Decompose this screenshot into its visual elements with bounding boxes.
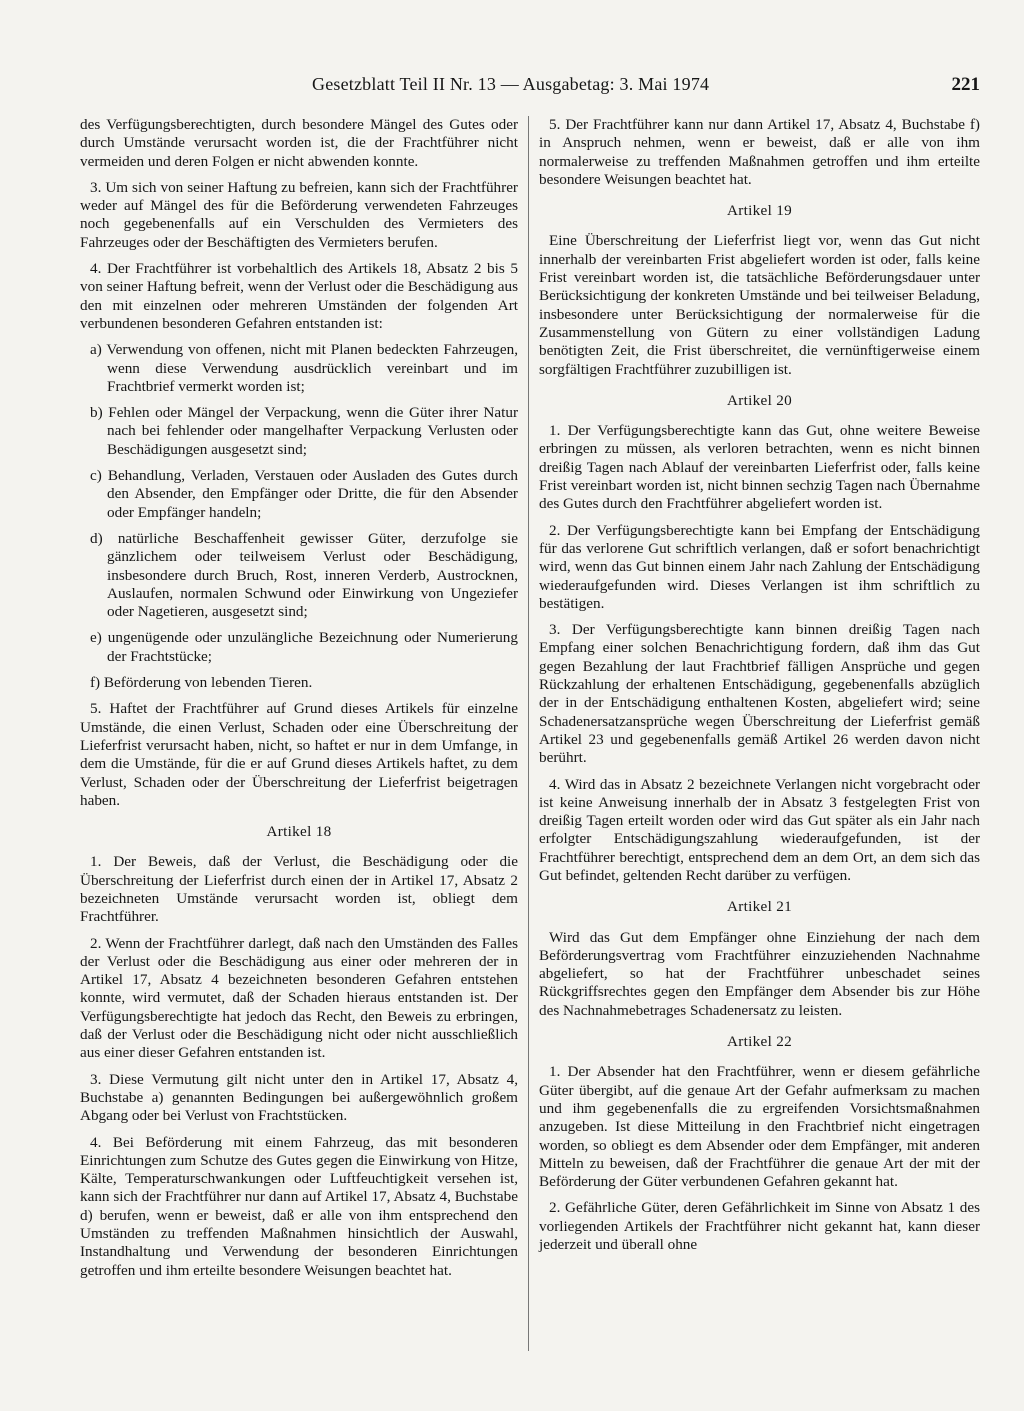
article-heading-18: Artikel 18 (266, 823, 332, 841)
paragraph: 3. Der Verfügungsberechtigte kann binnen dreißig Tagen nach Empfang einer solchen Benachrichtigung fordern, daß ihm das Gut gegen Bezahlung der laut Frachtbrief fälligen Ansprüche und gegen Rückzahlung der erhaltenen Entschädigung, gegebenenfalls abzüglich der in der Entschädigung enthaltenen Kosten, abgeliefert wird; seine Schadenersatzansprüche wegen Überschreitung der Lieferfrist gemäß Artikel 23 und gegebenenfalls gemäß Artikel 26 werden davon nicht berührt. (539, 621, 980, 767)
page-header (80, 74, 980, 104)
article-heading-21: Artikel 21 (726, 898, 792, 916)
list-item-e: e) ungenügende oder unzulängliche Bezeichnung oder Numerierung der Frachtstücke; (90, 629, 518, 665)
paragraph: 1. Der Beweis, daß der Verlust, die Beschädigung oder die Überschreitung der Lieferfrist durch einen der in Artikel 17, Absatz 2 bezeichneten Umstände verursacht worden ist, obliegt dem Frachtführer. (80, 853, 518, 926)
list-item-a: a) Verwendung von offenen, nicht mit Planen bedeckten Fahrzeugen, wenn diese Verwendung ausdrücklich vereinbart und im Frachtbrief vermerkt worden ist; (90, 341, 518, 395)
paragraph: 2. Gefährliche Güter, deren Gefährlichkeit im Sinne von Absatz 1 des vorliegenden Artikels der Frachtführer nicht gekannt hat, kann dieser jederzeit und überall ohne (539, 1199, 980, 1254)
list-item-d: d) natürliche Beschaffenheit gewisser Güter, derzufolge sie gänzlichem oder teilweisem Verlust oder Beschädigung, insbesondere durch Bruch, Rost, inneren Verderb, Austrocknen, Auslaufen, normalen Schwund oder Einwirkung von Ungeziefer oder Nagetieren, ausgesetzt sind; (90, 529, 518, 621)
paragraph: 5. Der Frachtführer kann nur dann Artikel 17, Absatz 4, Buchstabe f) in Anspruch nehmen, wenn er beweist, daß er alle von ihm normalerweise zu treffenden Maßnahmen getroffen und ihm erteilte besondere Weisungen beachtet hat. (539, 116, 980, 188)
paragraph: 1. Der Verfügungsberechtigte kann das Gut, ohne weitere Beweise erbringen zu müssen, als verloren betrachten, wenn es nicht binnen dreißig Tagen nach Ablauf der vereinbarten Lieferfrist oder, falls keine Frist vereinbart worden ist, nicht binnen sechzig Tagen nach Übernahme des Gutes durch den Frachtführer abgeliefert worden ist. (539, 422, 980, 513)
paragraph: 3. Diese Vermutung gilt nicht unter den in Artikel 17, Absatz 4, Buchstabe a) genannten Bedingungen bei außergewöhnlich großem Abgang oder bei Verlust von Frachtstücken. (80, 1070, 518, 1125)
left-column (80, 116, 518, 1288)
paragraph: 5. Haftet der Frachtführer auf Grund dieses Artikels für einzelne Umstände, die einen Verlust, Schaden oder eine Überschreitung der Lieferfrist verursacht haben, nicht, so haftet er nur in dem Umfange, in dem die Umstände, für die er auf Grund dieses Artikels haftet, zu dem Verlust, Schaden oder der Überschreitung der Lieferfrist beigetragen haben. (80, 700, 518, 809)
paragraph: 2. Der Verfügungsberechtigte kann bei Empfang der Entschädigung für das verlorene Gut schriftlich verlangen, daß er sofort benachrichtigt wird, wenn das Gut binnen einem Jahr nach Zahlung der Entschädigung wiederaufgefunden wird. Dieses Verlangen ist ihm schriftlich zu bestätigen. (539, 521, 980, 612)
paragraph: 1. Der Absender hat den Frachtführer, wenn er diesem gefährliche Güter übergibt, auf die genaue Art der Gefahr aufmerksam zu machen und ihm gegebenenfalls die zu ergreifenden Vorsichtsmaßnahmen anzugeben. Ist diese Mitteilung in den Frachtbrief nicht eingetragen worden, so obliegt es dem Absender oder dem Empfänger, mit anderen Mitteln zu beweisen, daß der Frachtführer die genaue Art der mit der Beförderung der Güter verbundenen Gefahren gekannt hat. (539, 1063, 980, 1191)
article-heading-22: Artikel 22 (726, 1033, 792, 1051)
list-item-b: b) Fehlen oder Mängel der Verpackung, wenn die Güter ihrer Natur nach bei fehlender oder mangelhafter Verpackung Verlusten oder Beschädigungen ausgesetzt sind; (90, 404, 518, 458)
paragraph: 2. Wenn der Frachtführer darlegt, daß nach den Umständen des Falles der Verlust oder die Beschädigung aus einer oder mehreren der in Artikel 17, Absatz 4 bezeichneten besonderen Gefahren entstehen konnte, wird vermutet, daß der Schaden hieraus entstanden ist. Der Verfügungsberechtigte hat jedoch das Recht, den Beweis zu erbringen, daß der Verlust oder die Beschädigung nicht oder nicht ausschließlich aus einer dieser Gefahren entstanden ist. (80, 934, 518, 1062)
paragraph: 4. Wird das in Absatz 2 bezeichnete Verlangen nicht vorgebracht oder ist keine Anweisung innerhalb der in Absatz 3 festgelegten Frist von dreißig Tagen erteilt worden oder wird das Gut später als ein Jahr nach erfolgter Entschädigungszahlung wiederaufgefunden, ist der Frachtführer berechtigt, entsprechend dem an dem Ort, an dem sich das Gut befindet, geltenden Recht darüber zu verfügen. (539, 775, 980, 884)
paragraph: 4. Der Frachtführer ist vorbehaltlich des Artikels 18, Absatz 2 bis 5 von seiner Haftung befreit, wenn der Verlust oder die Beschädigung aus den mit einzelnen oder mehreren Umständen der folgenden Art verbundenen besonderen Gefahren entstanden ist: (80, 260, 518, 332)
paragraph: 4. Bei Beförderung mit einem Fahrzeug, das mit besonderen Einrichtungen zum Schutze des Gutes gegen die Einwirkung von Hitze, Kälte, Temperaturschwankungen oder Luftfeuchtigkeit versehen ist, kann sich der Frachtführer nur dann auf Artikel 17, Absatz 4, Buchstabe d) berufen, wenn er beweist, daß er alle von ihm entsprechend den Umständen zu treffenden Maßnahmen hinsichtlich der Auswahl, Instandhaltung und Verwendung der besonderen Einrichtungen getroffen und ihm erteilte besondere Weisungen beachtet hat. (80, 1133, 518, 1279)
header-title: Gesetzblatt Teil II Nr. 13 — Ausgabetag: 3. Mai 1974 (312, 74, 710, 94)
column-divider (528, 116, 529, 1351)
page-number: 221 (951, 74, 980, 95)
paragraph: Wird das Gut dem Empfänger ohne Einziehung der nach dem Beförderungsvertrag vom Frachtführer einzuziehenden Nachnahme abgeliefert, so hat der Frachtführer unbeschadet seines Rückgriffsrechtes gegen den Empfänger dem Absender bis zur Höhe des Nachnahmebetrages Schadenersatz zu leisten. (539, 928, 980, 1019)
right-column (539, 116, 980, 1262)
paragraph: 3. Um sich von seiner Haftung zu befreien, kann sich der Frachtführer weder auf Mängel des für die Beförderung verwendeten Fahrzeuges noch gegebenenfalls auf ein Verschulden des Vermieters des Fahrzeuges oder der Beschäftigten des Vermieters berufen. (80, 178, 518, 251)
paragraph: des Verfügungsberechtigten, durch besondere Mängel des Gutes oder durch Umstände verursacht worden ist, die der Frachtführer nicht vermeiden und deren Folgen er nicht abwenden konnte. (80, 116, 518, 170)
list-item-f: f) Beförderung von lebenden Tieren. (90, 674, 313, 692)
list-item-c: c) Behandlung, Verladen, Verstauen oder Ausladen des Gutes durch den Absender, den Empfänger oder Dritte, die für den Absender oder Empfänger handeln; (90, 467, 518, 521)
article-heading-20: Artikel 20 (726, 391, 792, 409)
paragraph: Eine Überschreitung der Lieferfrist liegt vor, wenn das Gut nicht innerhalb der vereinbarten Frist abgeliefert worden ist oder, falls keine Frist vereinbart worden ist, die tatsächliche Beförderungsdauer unter Berücksichtigung der konkreten Umstände und bei teilweiser Beladung, insbesondere unter Berücksichtigung der normalerweise für die Zusammenstellung von Gütern zu einer vollständigen Ladung benötigten Zeit, die Frist überschreitet, die vernünftigerweise einem sorgfältigen Frachtführer zuzubilligen ist. (539, 232, 980, 378)
article-heading-19: Artikel 19 (726, 202, 792, 220)
